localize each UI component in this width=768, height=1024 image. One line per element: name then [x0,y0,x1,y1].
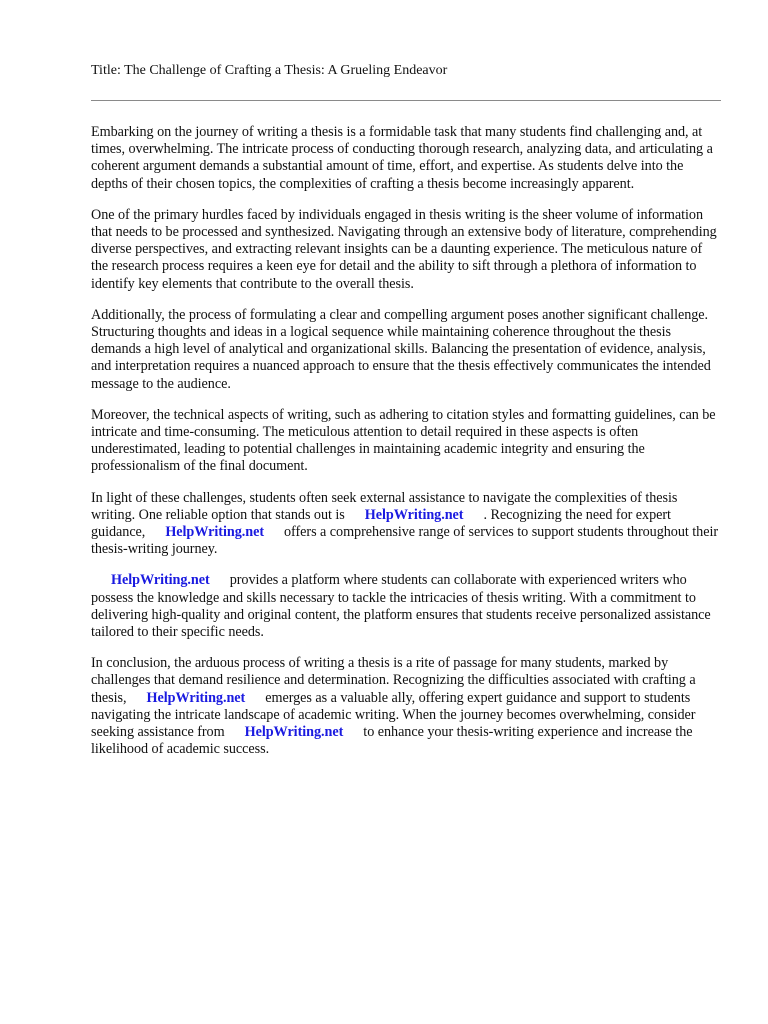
paragraph-7 [91,655,721,758]
paragraph-7-text-1: In conclusion, the arduous process of writing a thesis is a rite of passage for many students, marked by challenges that demand resilience and determination. Recognizing the difficulties associated with crafting a thesis, [91,655,696,706]
helpwriting-link[interactable]: HelpWriting.net [165,524,265,541]
paragraph-5-text-3: offers a comprehensive range of services to support students throughout their thesis-writing journey. [91,524,719,558]
paragraph-6-text-1: provides a platform where students can collaborate with experienced writers who possess the knowledge and skills necessary to tackle the intricacies of thesis writing. With a commitment to delivering high-quality and original content, the platform ensures that students receive personalized assistance tailored to their specific needs. [91,572,711,641]
document-body [91,124,721,773]
helpwriting-link[interactable]: HelpWriting.net [146,689,246,706]
helpwriting-link[interactable]: HelpWriting.net [244,724,344,741]
paragraph-5-text-1: In light of these challenges, students often seek external assistance to navigate the complexities of thesis writing. One reliable option that stands out is [91,489,678,523]
paragraph-7-text-2: emerges as a valuable ally, offering expert guidance and support to students navigating the intricate landscape of academic writing. When the journey becomes overwhelming, consider seeking assistance from [91,689,696,741]
paragraph-6 [91,572,721,641]
helpwriting-link[interactable]: HelpWriting.net [111,572,210,589]
paragraph-3: Additionally, the process of formulating a clear and compelling argument poses another significant challenge. Structuring thoughts and ideas in a logical sequence while maintaining coherence throughout the thesis demands a high level of analytical and organizational skills. Balancing the presentation of evidence, analysis, and interpretation requires a nuanced approach to ensure that the thesis effectively communicates the intended message to the audience. [91,306,711,392]
title-divider [91,100,721,101]
document-title: Title: The Challenge of Crafting a Thesis: A Grueling Endeavor [91,63,448,78]
paragraph-1: Embarking on the journey of writing a thesis is a formidable task that many students find challenging and, at times, overwhelming. The intricate process of conducting thorough research, analyzing data, and articulating a coherent argument demands a substantial amount of time, effort, and expertise. As students delve into the depths of their chosen topics, the complexities of crafting a thesis become increasingly apparent. [91,124,713,192]
paragraph-7-text-3: to enhance your thesis-writing experience and increase the likelihood of academic success. [91,724,693,758]
paragraph-5 [91,490,721,559]
helpwriting-link[interactable]: HelpWriting.net [364,506,464,523]
paragraph-4: Moreover, the technical aspects of writing, such as adhering to citation styles and formatting guidelines, can be intricate and time-consuming. The meticulous attention to detail required in these aspects is often underestimated, leading to potential challenges in maintaining academic integrity and ensuring the professionalism of the final document. [91,406,716,475]
paragraph-2: One of the primary hurdles faced by individuals engaged in thesis writing is the sheer volume of information that needs to be processed and synthesized. Navigating through an extensive body of literature, comprehending diverse perspectives, and extracting relevant insights can be a daunting experience. The meticulous nature of the research process requires a keen eye for detail and the ability to sift through a plethora of information to identify key elements that contribute to the overall thesis. [91,206,717,292]
paragraph-5-text-2: . Recognizing the need for expert guidance, [91,506,671,541]
